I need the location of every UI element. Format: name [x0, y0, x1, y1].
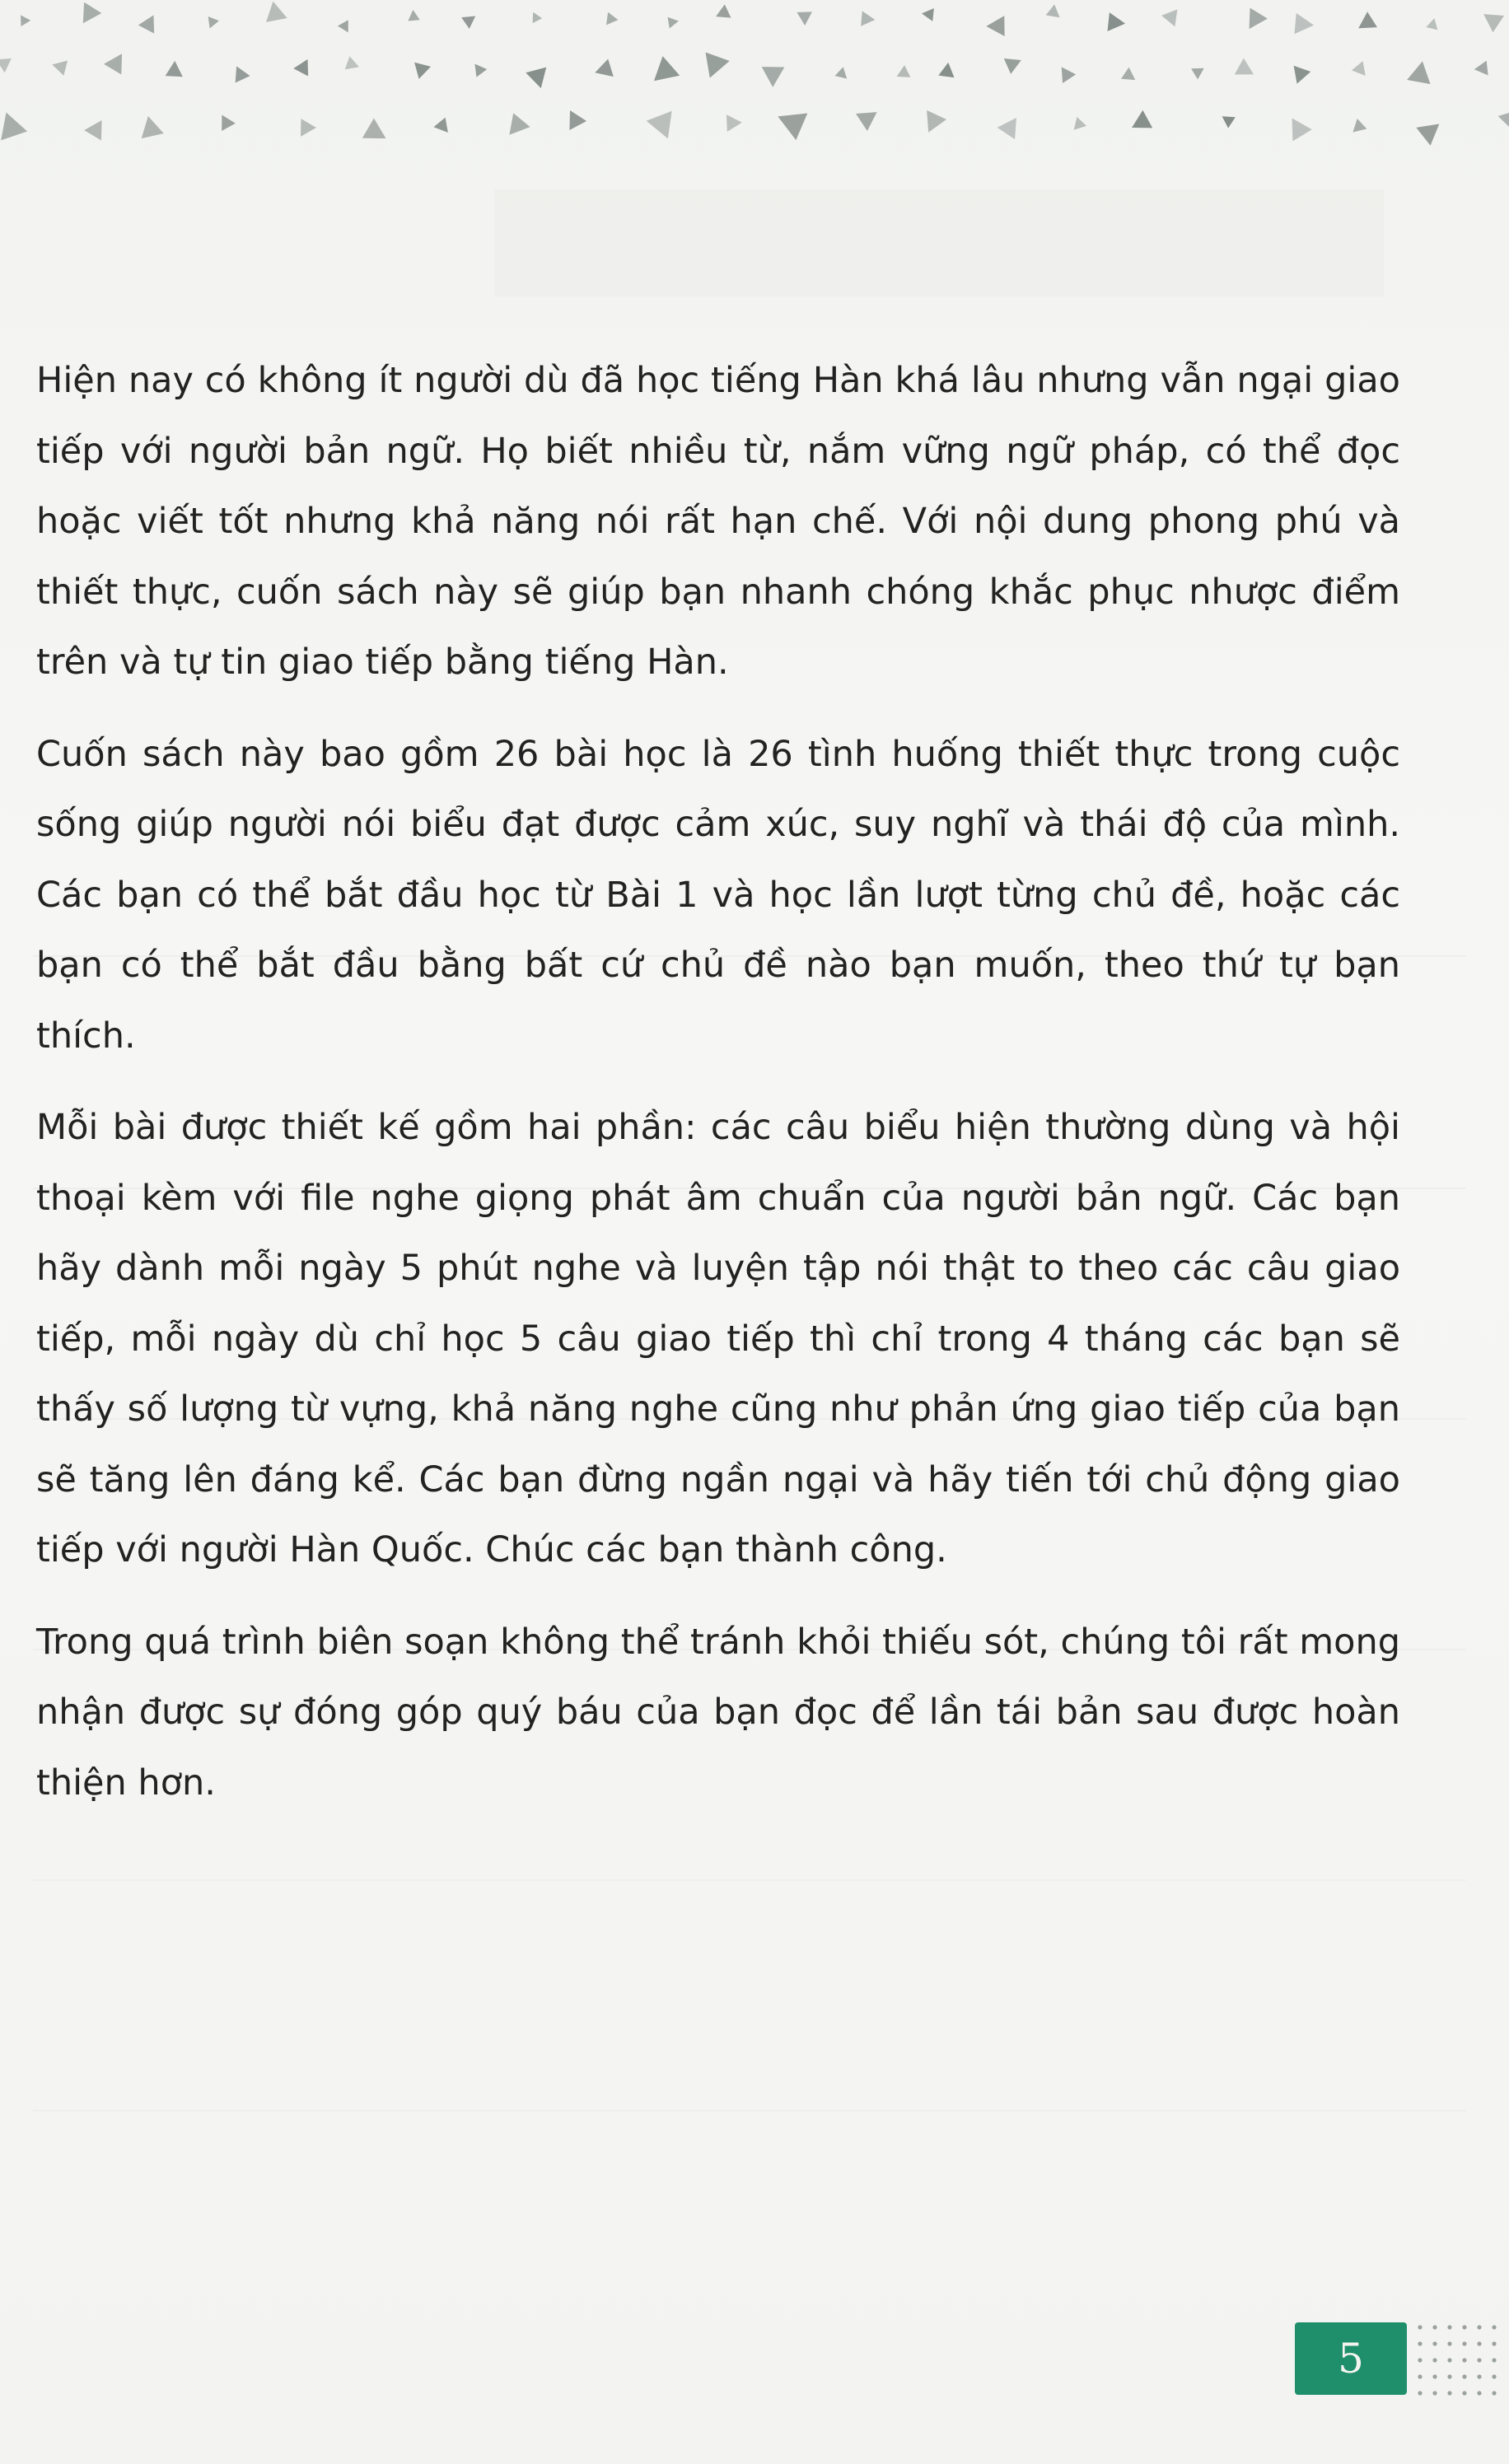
pattern-triangle: [104, 49, 131, 75]
decor-dot: [1447, 2358, 1451, 2362]
bleed-through-shade: [494, 189, 1384, 296]
pattern-triangle: [1474, 61, 1488, 77]
decor-dot: [1477, 2374, 1481, 2378]
pattern-triangle: [1498, 105, 1509, 128]
pattern-triangle: [50, 57, 68, 76]
decor-dot: [1432, 2374, 1437, 2378]
pattern-triangle: [668, 16, 680, 29]
pattern-triangle: [1407, 59, 1434, 84]
pattern-triangle: [293, 55, 315, 76]
decor-dot: [1462, 2341, 1466, 2345]
pattern-triangle: [1121, 68, 1139, 86]
preface-text: [36, 346, 1400, 1840]
pattern-triangle: [215, 111, 236, 131]
pattern-triangle: [835, 67, 852, 83]
pattern-triangle: [1218, 111, 1236, 128]
decor-dot: [1432, 2325, 1437, 2329]
pattern-triangle: [1240, 8, 1268, 35]
pattern-triangle: [997, 112, 1025, 139]
dot-grid-decoration: [1413, 2321, 1504, 2400]
pattern-triangle: [74, 2, 101, 29]
triangle-pattern: [0, 0, 1509, 165]
page-number: 5: [1338, 2335, 1364, 2382]
pattern-triangle: [1478, 6, 1504, 32]
pattern-triangle: [0, 108, 27, 140]
pattern-triangle: [1046, 4, 1064, 22]
decor-dot: [1418, 2325, 1422, 2329]
pattern-triangle: [345, 56, 362, 73]
decor-dot: [1418, 2391, 1422, 2395]
decor-dot: [1492, 2358, 1496, 2362]
decor-dot: [1492, 2374, 1496, 2378]
pattern-triangle: [1288, 66, 1310, 87]
pattern-triangle: [856, 104, 883, 131]
pattern-triangle: [229, 63, 250, 82]
decor-dot: [1492, 2341, 1496, 2345]
paragraph-4: Trong quá trình biên soạn không thể tránh khỏi thiếu sót, chúng tôi rất mong nhận được sự đóng góp quý báu của bạn đọc để lần tái bản sau được hoàn thiện hơn.: [36, 1621, 1400, 1804]
pattern-triangle: [137, 114, 163, 138]
pattern-triangle: [1069, 117, 1086, 134]
decor-dot: [1477, 2391, 1481, 2395]
paragraph-3: Mỗi bài được thiết kế gồm hai phần: các câu biểu hiện thường dùng và hội thoại kèm với file nghe giọng phát âm chuẩn của người bản ngữ. Các bạn hãy dành mỗi ngày 5 phút nghe và luyện tập nói thật to theo các câu giao tiếp, mỗi ngày dù chỉ học 5 câu giao tiếp thì chỉ trong 4 tháng các bạn sẽ thấy số lượng từ vựng, khả năng nghe cũng như phản ứng giao tiếp của bạn sẽ tăng lên đáng kể. Các bạn đừng ngần ngại và hãy tiến tới chủ động giao tiếp với người Hàn Quốc. Chúc các bạn thành công.: [36, 1107, 1400, 1570]
decor-dot: [1447, 2374, 1451, 2378]
pattern-triangle: [646, 56, 680, 91]
decor-dot: [1447, 2341, 1451, 2345]
pattern-triangle: [263, 0, 287, 22]
pattern-triangle: [84, 115, 110, 141]
pattern-triangle: [1108, 12, 1127, 33]
pattern-triangle: [797, 12, 812, 26]
pattern-triangle: [470, 60, 487, 77]
pattern-triangle: [1004, 53, 1025, 74]
pattern-triangle: [138, 11, 161, 33]
pattern-triangle: [712, 4, 731, 23]
decor-dot: [1477, 2325, 1481, 2329]
pattern-triangle: [204, 16, 219, 30]
pattern-triangle: [1416, 115, 1446, 146]
decor-dot: [1462, 2374, 1466, 2378]
pattern-triangle: [647, 111, 681, 144]
decor-dot: [1447, 2325, 1451, 2329]
pattern-triangle: [698, 52, 730, 82]
pattern-triangle: [986, 16, 1005, 36]
pattern-triangle: [1191, 63, 1208, 79]
pattern-triangle: [21, 15, 31, 26]
pattern-triangle: [293, 119, 316, 141]
decor-dot: [1477, 2358, 1481, 2362]
pattern-triangle: [1282, 112, 1312, 141]
pattern-triangle: [407, 9, 420, 21]
pattern-triangle: [411, 63, 431, 82]
pattern-triangle: [918, 110, 946, 137]
paragraph-1: Hiện nay có không ít người dù đã học tiếng Hàn khá lâu nhưng vẫn ngại giao tiếp với người bản ngữ. Họ biết nhiều từ, nắm vững ngữ pháp, có thể đọc hoặc viết tốt nhưng khả năng nói rất hạn chế. Với nội dung phong phú và thiết thực, cuốn sách này sẽ giúp bạn nhanh chóng khắc phục nhược điểm trên và tự tin giao tiếp bằng tiếng Hàn.: [36, 360, 1400, 683]
pattern-triangle: [1294, 13, 1315, 35]
decor-dot: [1462, 2325, 1466, 2329]
pattern-triangle: [726, 114, 742, 132]
decor-dot: [1492, 2325, 1496, 2329]
pattern-triangle: [601, 12, 619, 29]
pattern-triangle: [362, 118, 392, 148]
pattern-triangle: [921, 7, 934, 21]
pattern-triangle: [461, 11, 479, 29]
pattern-triangle: [0, 58, 12, 73]
paragraph-2: Cuốn sách này bao gồm 26 bài học là 26 tình huống thiết thực trong cuộc sống giúp người nói biểu đạt được cảm xúc, suy nghĩ và thái độ của mình. Các bạn có thể bắt đầu học từ Bài 1 và học lần lượt từng chủ đề, hoặc các bạn có thể bắt đầu bằng bất cứ chủ đề nào bạn muốn, theo thứ tự bạn thích.: [36, 733, 1400, 1057]
decor-dot: [1492, 2391, 1496, 2395]
pattern-triangle: [1353, 12, 1377, 36]
pattern-triangle: [528, 10, 542, 23]
pattern-triangle: [1352, 61, 1371, 81]
decor-dot: [1418, 2374, 1422, 2378]
pattern-triangle: [562, 106, 586, 130]
pattern-triangle: [1161, 9, 1183, 30]
pattern-triangle: [1127, 110, 1152, 137]
pattern-triangle: [761, 67, 784, 87]
decor-dot: [1432, 2341, 1437, 2345]
pattern-triangle: [861, 11, 876, 27]
pattern-triangle: [1426, 16, 1440, 30]
decor-dot: [1432, 2391, 1437, 2395]
decor-dot: [1477, 2341, 1481, 2345]
pattern-triangle: [166, 60, 184, 77]
pattern-triangle: [526, 68, 551, 91]
decor-dot: [1447, 2391, 1451, 2395]
pattern-triangle: [501, 113, 530, 142]
pattern-triangle: [1235, 58, 1259, 83]
pattern-triangle: [1348, 119, 1367, 138]
decor-dot: [1418, 2358, 1422, 2362]
decor-dot: [1418, 2341, 1422, 2345]
decor-dot: [1432, 2358, 1437, 2362]
page-number-badge: [1295, 2322, 1407, 2395]
pattern-triangle: [1055, 63, 1076, 83]
pattern-triangle: [592, 59, 614, 82]
decor-dot: [1462, 2391, 1466, 2395]
decor-dot: [1462, 2358, 1466, 2362]
pattern-triangle: [433, 118, 454, 138]
pattern-triangle: [772, 103, 807, 140]
pattern-triangle: [938, 61, 956, 77]
pattern-triangle: [894, 65, 911, 82]
pattern-triangle: [338, 20, 353, 35]
